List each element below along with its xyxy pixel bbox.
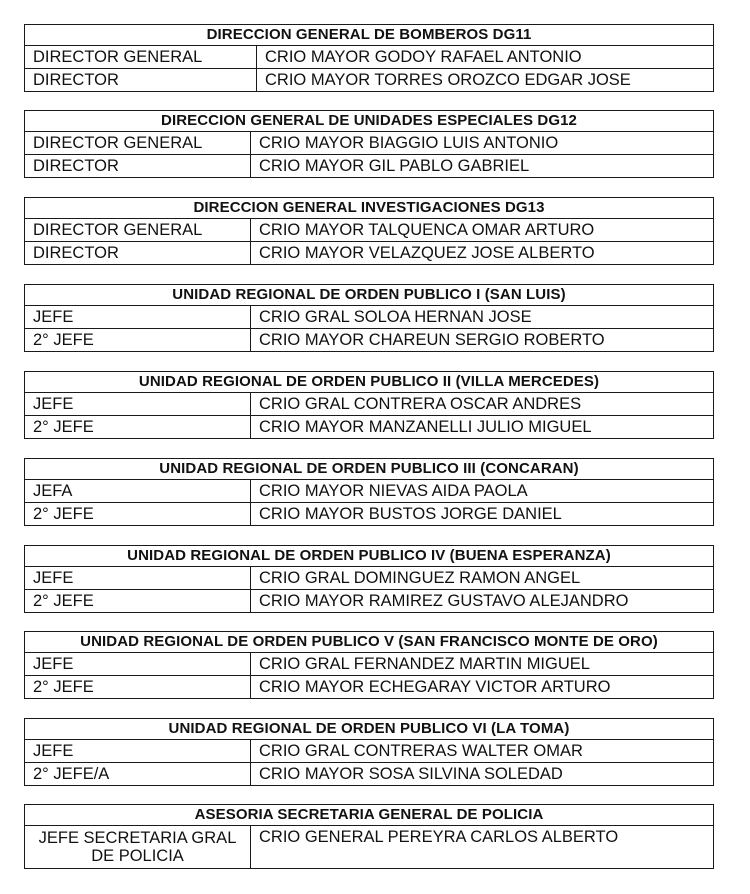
table-row bbox=[25, 653, 713, 675]
table-row bbox=[25, 46, 713, 68]
role-cell: JEFE bbox=[25, 653, 251, 675]
table-row bbox=[25, 328, 713, 351]
name-cell: CRIO MAYOR TALQUENCA OMAR ARTURO bbox=[259, 221, 595, 239]
role-cell: DIRECTOR GENERAL bbox=[25, 46, 257, 68]
role-cell: DIRECTOR bbox=[25, 242, 251, 264]
role-cell: 2° JEFE bbox=[25, 329, 251, 351]
role-cell: 2° JEFE bbox=[25, 503, 251, 525]
table-row bbox=[25, 68, 713, 91]
name-cell: CRIO MAYOR SOSA SILVINA SOLEDAD bbox=[259, 765, 563, 783]
role-cell bbox=[25, 826, 251, 868]
name-cell: CRIO GRAL CONTRERAS WALTER OMAR bbox=[259, 742, 583, 760]
section-title: UNIDAD REGIONAL DE ORDEN PUBLICO V (SAN FRANCISCO MONTE DE ORO) bbox=[25, 632, 713, 653]
table-row bbox=[25, 154, 713, 177]
role-cell: DIRECTOR GENERAL bbox=[25, 132, 251, 154]
name-cell: CRIO MAYOR GIL PABLO GABRIEL bbox=[259, 157, 530, 175]
name-cell: CRIO MAYOR BIAGGIO LUIS ANTONIO bbox=[259, 134, 559, 152]
name-cell: CRIO MAYOR RAMIREZ GUSTAVO ALEJANDRO bbox=[259, 592, 629, 610]
table-row bbox=[25, 826, 713, 868]
name-cell: CRIO MAYOR CHAREUN SERGIO ROBERTO bbox=[259, 331, 605, 349]
section-ur-v bbox=[24, 631, 714, 699]
name-cell: CRIO GRAL SOLOA HERNAN JOSE bbox=[259, 308, 532, 326]
table-row bbox=[25, 675, 713, 698]
role-cell: JEFE bbox=[25, 306, 251, 328]
name-cell: CRIO GRAL DOMINGUEZ RAMON ANGEL bbox=[259, 569, 581, 587]
section-ur-i bbox=[24, 284, 714, 352]
table-row bbox=[25, 740, 713, 762]
name-cell: CRIO MAYOR MANZANELLI JULIO MIGUEL bbox=[259, 418, 592, 436]
table-row bbox=[25, 132, 713, 154]
name-cell: CRIO GRAL FERNANDEZ MARTIN MIGUEL bbox=[259, 655, 590, 673]
table-row bbox=[25, 306, 713, 328]
section-title: ASESORIA SECRETARIA GENERAL DE POLICIA bbox=[25, 805, 713, 826]
table-row bbox=[25, 567, 713, 589]
name-cell: CRIO MAYOR VELAZQUEZ JOSE ALBERTO bbox=[259, 244, 595, 262]
section-asesoria bbox=[24, 804, 714, 869]
role-cell: JEFA bbox=[25, 480, 251, 502]
table-row bbox=[25, 502, 713, 525]
role-cell: JEFE bbox=[25, 740, 251, 762]
section-ur-iv bbox=[24, 545, 714, 613]
section-title: DIRECCION GENERAL DE BOMBEROS DG11 bbox=[25, 25, 713, 46]
role-cell: JEFE bbox=[25, 393, 251, 415]
role-cell: JEFE bbox=[25, 567, 251, 589]
table-row bbox=[25, 415, 713, 438]
table-row bbox=[25, 480, 713, 502]
section-title: UNIDAD REGIONAL DE ORDEN PUBLICO VI (LA TOMA) bbox=[25, 719, 713, 740]
role-cell: DIRECTOR bbox=[25, 69, 257, 91]
role-cell: DIRECTOR bbox=[25, 155, 251, 177]
role-cell: DIRECTOR GENERAL bbox=[25, 219, 251, 241]
name-cell: CRIO MAYOR GODOY RAFAEL ANTONIO bbox=[265, 48, 582, 66]
name-cell: CRIO GENERAL PEREYRA CARLOS ALBERTO bbox=[259, 828, 619, 846]
section-title: UNIDAD REGIONAL DE ORDEN PUBLICO IV (BUENA ESPERANZA) bbox=[25, 546, 713, 567]
name-cell: CRIO GRAL CONTRERA OSCAR ANDRES bbox=[259, 395, 582, 413]
section-title: UNIDAD REGIONAL DE ORDEN PUBLICO II (VILLA MERCEDES) bbox=[25, 372, 713, 393]
name-cell: CRIO MAYOR NIEVAS AIDA PAOLA bbox=[259, 482, 528, 500]
section-ur-ii bbox=[24, 371, 714, 439]
section-bomberos bbox=[24, 24, 714, 92]
section-unidades-especiales bbox=[24, 110, 714, 178]
table-row bbox=[25, 393, 713, 415]
section-ur-iii bbox=[24, 458, 714, 526]
name-cell: CRIO MAYOR ECHEGARAY VICTOR ARTURO bbox=[259, 678, 611, 696]
table-row bbox=[25, 762, 713, 785]
role-line: DE POLICIA bbox=[91, 847, 184, 865]
section-title: UNIDAD REGIONAL DE ORDEN PUBLICO I (SAN LUIS) bbox=[25, 285, 713, 306]
role-cell: 2° JEFE bbox=[25, 590, 251, 612]
role-cell: 2° JEFE/A bbox=[25, 763, 251, 785]
section-ur-vi bbox=[24, 718, 714, 786]
table-row bbox=[25, 219, 713, 241]
role-cell: 2° JEFE bbox=[25, 416, 251, 438]
table-row bbox=[25, 241, 713, 264]
section-title: UNIDAD REGIONAL DE ORDEN PUBLICO III (CONCARAN) bbox=[25, 459, 713, 480]
name-cell: CRIO MAYOR BUSTOS JORGE DANIEL bbox=[259, 505, 562, 523]
name-cell: CRIO MAYOR TORRES OROZCO EDGAR JOSE bbox=[265, 71, 631, 89]
section-title: DIRECCION GENERAL DE UNIDADES ESPECIALES DG12 bbox=[25, 111, 713, 132]
section-investigaciones bbox=[24, 197, 714, 265]
role-line: JEFE SECRETARIA GRAL bbox=[38, 829, 237, 847]
table-row bbox=[25, 589, 713, 612]
section-title: DIRECCION GENERAL INVESTIGACIONES DG13 bbox=[25, 198, 713, 219]
role-cell: 2° JEFE bbox=[25, 676, 251, 698]
